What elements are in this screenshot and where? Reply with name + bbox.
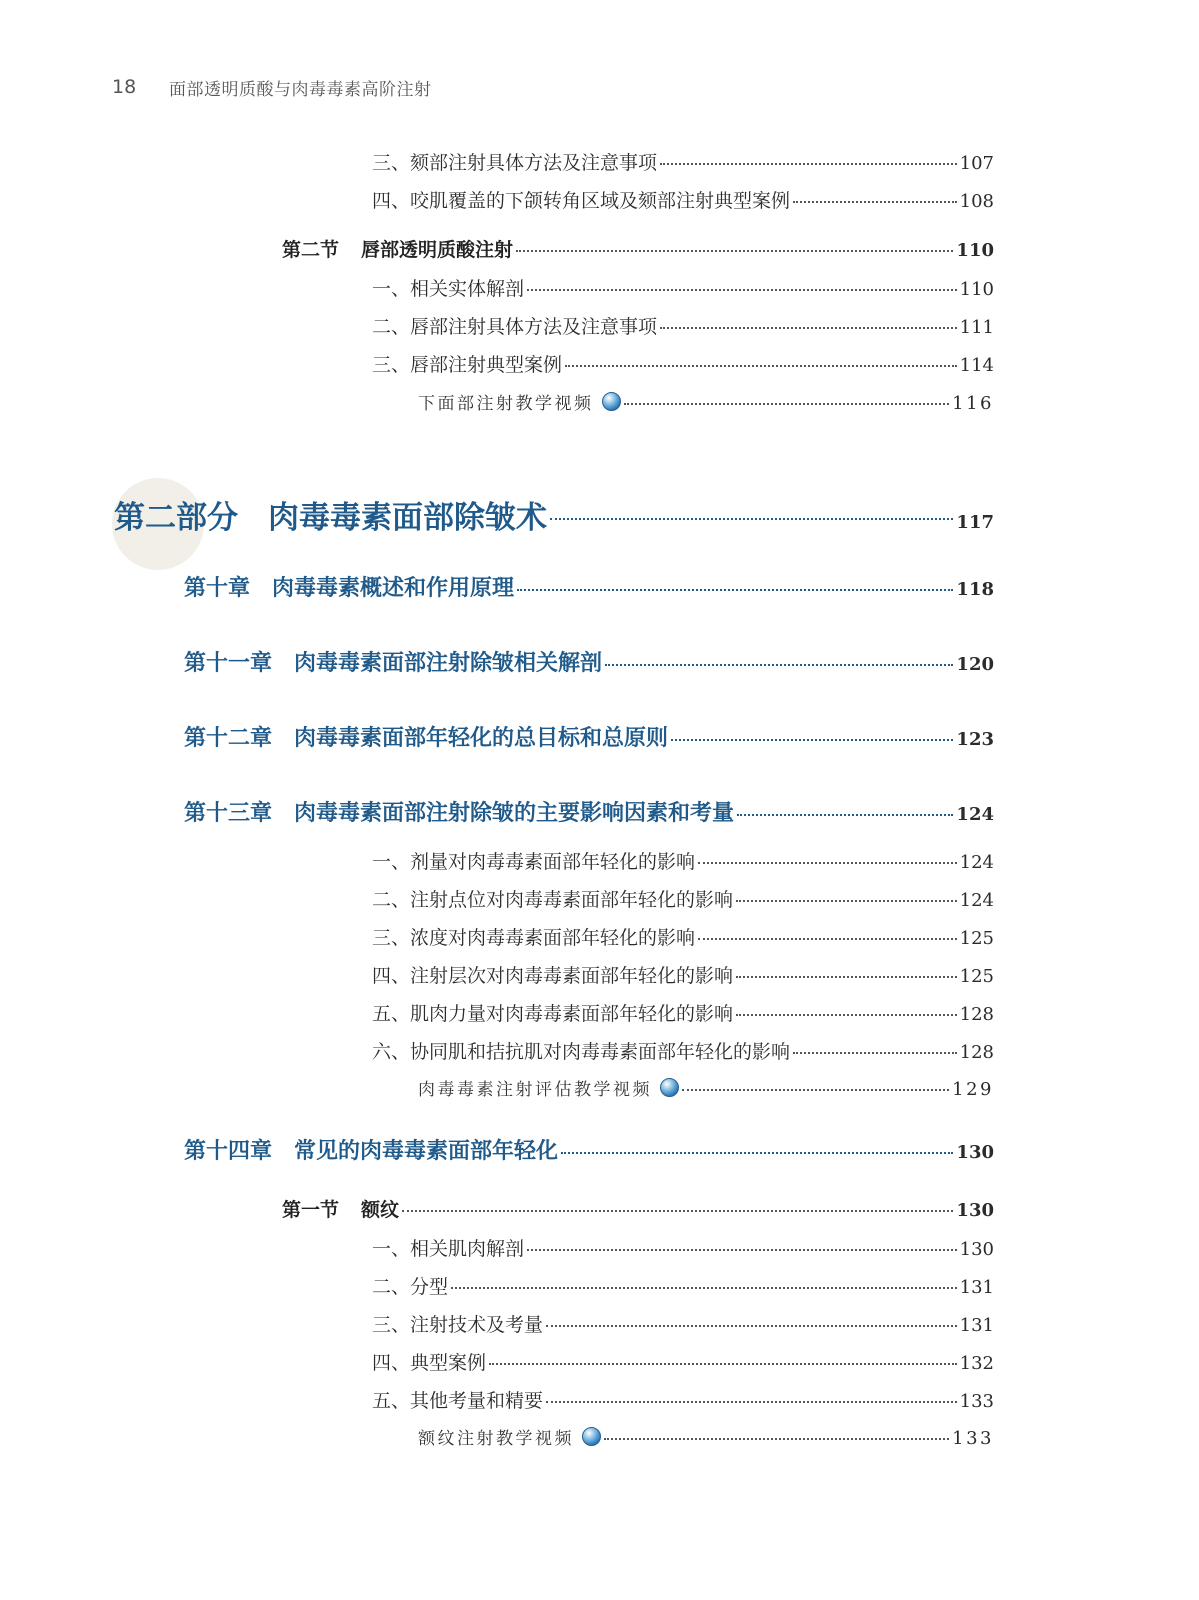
page-ref: 133 xyxy=(959,1391,994,1412)
part-title: 肉毒毒素面部除皱术 xyxy=(268,500,547,536)
dot-leader xyxy=(565,365,957,367)
page-ref: 124 xyxy=(959,890,994,911)
entry-title: 一、剂量对肉毒毒素面部年轻化的影响 xyxy=(372,851,696,873)
chapter-label: 第十三章 xyxy=(184,800,273,826)
dot-leader xyxy=(516,250,953,252)
dot-leader xyxy=(402,1210,953,1212)
page-ref: 117 xyxy=(956,512,994,533)
page-ref: 118 xyxy=(956,579,994,600)
dot-leader xyxy=(736,1014,957,1016)
entry-title: 四、咬肌覆盖的下颌转角区域及颏部注射典型案例 xyxy=(372,190,791,212)
toc-entry[interactable] xyxy=(372,847,994,874)
page-ref: 124 xyxy=(956,804,994,825)
dot-leader xyxy=(527,289,957,291)
chapter-label: 第十四章 xyxy=(184,1138,273,1164)
toc-entry[interactable] xyxy=(372,148,994,175)
chapter-label: 第十一章 xyxy=(184,650,273,676)
toc-entry[interactable] xyxy=(372,885,994,912)
video-title: 下面部注射教学视频 xyxy=(418,394,594,414)
entry-title: 三、唇部注射典型案例 xyxy=(372,354,563,376)
entry-title: 三、颏部注射具体方法及注意事项 xyxy=(372,152,658,174)
dot-leader xyxy=(550,518,953,520)
toc-entry[interactable] xyxy=(372,186,994,213)
page-ref: 131 xyxy=(959,1315,994,1336)
dot-leader xyxy=(624,403,950,405)
page-ref: 130 xyxy=(956,1200,994,1221)
section-label: 第二节 xyxy=(282,239,340,261)
page-ref: 107 xyxy=(959,153,994,174)
section-title: 唇部透明质酸注射 xyxy=(361,239,514,261)
dot-leader xyxy=(546,1401,957,1403)
section-title: 额纹 xyxy=(361,1199,400,1221)
page-ref: 111 xyxy=(959,317,994,338)
entry-title: 四、典型案例 xyxy=(372,1352,487,1374)
entry-title: 三、浓度对肉毒毒素面部年轻化的影响 xyxy=(372,927,696,949)
page-ref: 133 xyxy=(952,1428,994,1449)
chapter-title: 肉毒毒素面部注射除皱相关解剖 xyxy=(294,650,603,676)
dot-leader xyxy=(451,1287,957,1289)
chapter-title: 肉毒毒素概述和作用原理 xyxy=(272,575,515,601)
dot-leader xyxy=(605,664,953,666)
dot-leader xyxy=(527,1249,957,1251)
page-ref: 125 xyxy=(959,928,994,949)
toc-entry[interactable] xyxy=(372,961,994,988)
page-ref: 125 xyxy=(959,966,994,987)
toc-chapter[interactable] xyxy=(184,721,994,752)
video-play-icon[interactable] xyxy=(582,1427,601,1446)
entry-title: 四、注射层次对肉毒毒素面部年轻化的影响 xyxy=(372,965,734,987)
dot-leader xyxy=(561,1152,953,1154)
toc-video-entry[interactable] xyxy=(418,1075,994,1100)
section-label: 第一节 xyxy=(282,1199,340,1221)
page-ref: 120 xyxy=(956,654,994,675)
page-ref: 124 xyxy=(959,852,994,873)
chapter-title: 肉毒毒素面部年轻化的总目标和总原则 xyxy=(294,725,669,751)
entry-title: 五、肌肉力量对肉毒毒素面部年轻化的影响 xyxy=(372,1003,734,1025)
page-ref: 130 xyxy=(956,1142,994,1163)
page-ref: 110 xyxy=(959,279,994,300)
toc-entry[interactable] xyxy=(372,923,994,950)
dot-leader xyxy=(698,938,957,940)
part-label: 第二部分 xyxy=(114,500,238,536)
dot-leader xyxy=(736,900,957,902)
page-number: 18 xyxy=(112,76,137,98)
dot-leader xyxy=(698,862,957,864)
page-ref: 129 xyxy=(952,1079,994,1100)
chapter-label: 第十章 xyxy=(184,575,251,601)
toc-entry[interactable] xyxy=(372,1037,994,1064)
dot-leader xyxy=(604,1438,949,1440)
entry-title: 二、唇部注射具体方法及注意事项 xyxy=(372,316,658,338)
video-title: 额纹注射教学视频 xyxy=(418,1429,574,1449)
dot-leader xyxy=(517,589,953,591)
entry-title: 一、相关肌肉解剖 xyxy=(372,1238,525,1260)
book-title: 面部透明质酸与肉毒毒素高阶注射 xyxy=(169,79,432,100)
entry-title: 二、分型 xyxy=(372,1276,449,1298)
chapter-title: 常见的肉毒毒素面部年轻化 xyxy=(294,1138,559,1164)
toc-entry[interactable] xyxy=(372,350,994,377)
dot-leader xyxy=(682,1089,949,1091)
dot-leader xyxy=(671,739,953,741)
page-ref: 114 xyxy=(959,355,994,376)
entry-title: 一、相关实体解剖 xyxy=(372,278,525,300)
page-ref: 131 xyxy=(959,1277,994,1298)
entry-title: 五、其他考量和精要 xyxy=(372,1390,544,1412)
entry-title: 六、协同肌和拮抗肌对肉毒毒素面部年轻化的影响 xyxy=(372,1041,791,1063)
dot-leader xyxy=(793,1052,957,1054)
dot-leader xyxy=(736,976,957,978)
toc-entry[interactable] xyxy=(372,1348,994,1375)
toc-section[interactable] xyxy=(282,1195,994,1222)
dot-leader xyxy=(489,1363,957,1365)
page-ref: 116 xyxy=(952,393,994,414)
page-ref: 108 xyxy=(959,191,994,212)
toc-entry[interactable] xyxy=(372,1272,994,1299)
toc-chapter[interactable] xyxy=(184,796,994,827)
toc-section[interactable] xyxy=(282,235,994,262)
video-play-icon[interactable] xyxy=(660,1078,679,1097)
page-ref: 132 xyxy=(959,1353,994,1374)
page-ref: 123 xyxy=(956,729,994,750)
toc-chapter[interactable] xyxy=(184,1134,994,1165)
dot-leader xyxy=(660,327,957,329)
video-title: 肉毒毒素注射评估教学视频 xyxy=(418,1080,652,1100)
toc-chapter[interactable] xyxy=(184,571,994,602)
page-ref: 128 xyxy=(959,1004,994,1025)
video-play-icon[interactable] xyxy=(602,392,621,411)
page-ref: 130 xyxy=(959,1239,994,1260)
page-ref: 110 xyxy=(956,240,994,261)
dot-leader xyxy=(660,163,957,165)
entry-title: 二、注射点位对肉毒毒素面部年轻化的影响 xyxy=(372,889,734,911)
toc-entry[interactable] xyxy=(372,1310,994,1337)
toc-entry[interactable] xyxy=(372,999,994,1026)
dot-leader xyxy=(737,814,953,816)
chapter-title: 肉毒毒素面部注射除皱的主要影响因素和考量 xyxy=(294,800,735,826)
toc-video-entry[interactable] xyxy=(418,1424,994,1449)
toc-part[interactable] xyxy=(114,492,994,537)
toc-entry[interactable] xyxy=(372,312,994,339)
chapter-label: 第十二章 xyxy=(184,725,273,751)
toc-video-entry[interactable] xyxy=(418,389,994,414)
entry-title: 三、注射技术及考量 xyxy=(372,1314,544,1336)
dot-leader xyxy=(546,1325,957,1327)
toc-entry[interactable] xyxy=(372,274,994,301)
toc-chapter[interactable] xyxy=(184,646,994,677)
toc-entry[interactable] xyxy=(372,1234,994,1261)
toc-entry[interactable] xyxy=(372,1386,994,1413)
page-ref: 128 xyxy=(959,1042,994,1063)
dot-leader xyxy=(793,201,957,203)
